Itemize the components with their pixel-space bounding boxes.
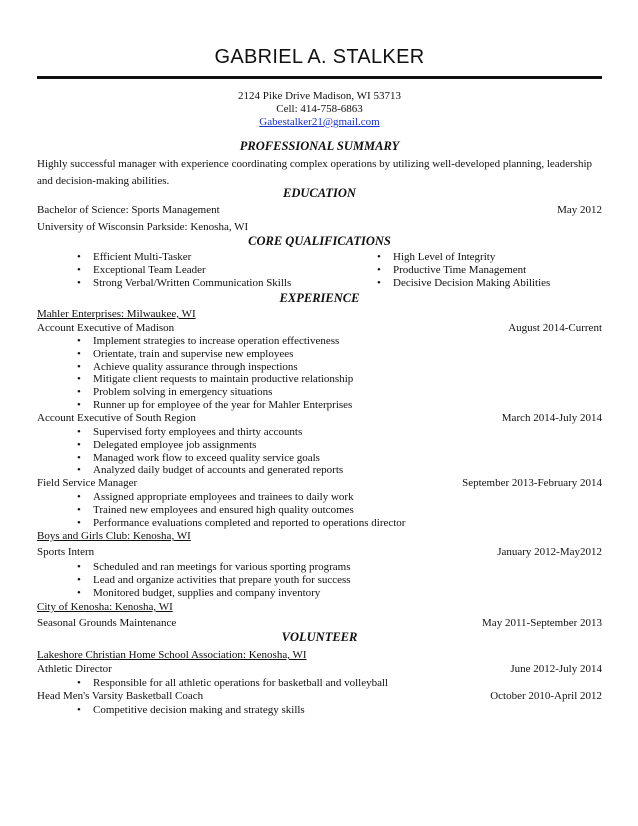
contact-block [37, 90, 602, 129]
qualifications-heading: CORE QUALIFICATIONS [248, 234, 391, 248]
employer-name: City of Kenosha: Kenosha, WI [37, 601, 173, 613]
employer-mahler [37, 308, 602, 322]
list-item: • High Level of Integrity [337, 251, 602, 264]
job2-bullets [37, 426, 602, 477]
job-row [37, 412, 602, 426]
list-item: • Assigned appropriate employees and trainees to daily work [37, 491, 602, 504]
job-title: Account Executive of South Region [37, 412, 196, 424]
job-dates: May 2011-September 2013 [482, 617, 602, 629]
email-link[interactable]: Gabestalker21@gmail.com [259, 116, 380, 128]
job-title: Seasonal Grounds Maintenance [37, 617, 177, 629]
list-item: • Implement strategies to increase operation effectiveness [37, 335, 602, 348]
candidate-name: GABRIEL A. STALKER [214, 46, 425, 68]
degree-date: May 2012 [557, 204, 602, 216]
volunteer-org-row [37, 649, 602, 663]
phone: Cell: 414-758-6863 [276, 103, 363, 115]
experience-heading: EXPERIENCE [279, 291, 360, 305]
list-item: • Productive Time Management [337, 264, 602, 277]
role-dates: June 2012-July 2014 [510, 663, 602, 675]
role2-bullets [37, 704, 602, 717]
job-title: Sports Intern [37, 546, 95, 558]
employer-city-of-kenosha [37, 601, 602, 615]
list-item: • Competitive decision making and strategy skills [37, 704, 602, 717]
job-dates: January 2012-May2012 [497, 546, 602, 558]
list-item: • Trained new employees and ensured high quality outcomes [37, 504, 602, 517]
employer-name: Mahler Enterprises: Milwaukee, WI [37, 308, 196, 320]
job3-bullets [37, 491, 602, 529]
school: University of Wisconsin Parkside: Kenosha, WI [37, 221, 249, 233]
job-row [37, 322, 602, 336]
qualifications-right-list [337, 251, 602, 289]
qualifications-left-list [37, 251, 337, 289]
job-dates: August 2014-Current [508, 322, 602, 334]
role-dates: October 2010-April 2012 [490, 690, 602, 702]
header-rule [37, 76, 602, 79]
list-item: • Monitored budget, supplies and company inventory [37, 587, 602, 600]
list-item: • Scheduled and ran meetings for various sporting programs [37, 561, 602, 574]
job-title: Field Service Manager [37, 477, 138, 489]
job-row [37, 617, 602, 631]
list-item: • Orientate, train and supervise new employees [37, 348, 602, 361]
education-degree-row [37, 204, 602, 218]
education-heading: EDUCATION [283, 186, 356, 200]
list-item: • Delegated employee job assignments [37, 439, 602, 452]
role-title: Head Men's Varsity Basketball Coach [37, 690, 204, 702]
summary-line-2: and decision-making abilities. [37, 175, 170, 187]
list-item: • Problem solving in emergency situations [37, 386, 602, 399]
role1-bullets [37, 677, 602, 690]
volunteer-role-row [37, 663, 602, 677]
volunteer-heading: VOLUNTEER [281, 630, 358, 644]
list-item: • Responsible for all athletic operations for basketball and volleyball [37, 677, 602, 690]
degree: Bachelor of Science: Sports Management [37, 204, 220, 216]
summary-heading: PROFESSIONAL SUMMARY [239, 139, 400, 153]
list-item: • Decisive Decision Making Abilities [337, 277, 602, 290]
summary-line-1: Highly successful manager with experience coordinating complex operations by utilizing well-developed planning, leadership [37, 158, 593, 170]
volunteer-role-row [37, 690, 602, 704]
list-item: • Mitigate client requests to maintain productive relationship [37, 373, 602, 386]
job-dates: September 2013-February 2014 [462, 477, 602, 489]
job-row [37, 477, 602, 491]
volunteer-org: Lakeshore Christian Home School Association: Kenosha, WI [37, 649, 307, 661]
employer-boys-girls-club [37, 530, 602, 544]
list-item: • Strong Verbal/Written Communication Skills [37, 277, 337, 290]
job1-bullets [37, 335, 602, 412]
list-item: • Lead and organize activities that prepare youth for success [37, 574, 602, 587]
job-row [37, 546, 602, 560]
job-dates: March 2014-July 2014 [501, 412, 602, 424]
role-title: Athletic Director [37, 663, 112, 675]
list-item: • Performance evaluations completed and reported to operations director [37, 517, 602, 530]
list-item: • Managed work flow to exceed quality service goals [37, 452, 602, 465]
job4-bullets [37, 561, 602, 599]
list-item: • Analyzed daily budget of accounts and generated reports [37, 464, 602, 477]
job-title: Account Executive of Madison [37, 322, 175, 334]
list-item: • Runner up for employee of the year for Mahler Enterprises [37, 399, 602, 412]
list-item: • Exceptional Team Leader [37, 264, 337, 277]
list-item: • Achieve quality assurance through inspections [37, 361, 602, 374]
education-school-row [37, 221, 602, 235]
list-item: • Supervised forty employees and thirty accounts [37, 426, 602, 439]
list-item: • Efficient Multi-Tasker [37, 251, 337, 264]
employer-name: Boys and Girls Club: Kenosha, WI [37, 530, 191, 542]
address: 2124 Pike Drive Madison, WI 53713 [238, 90, 401, 102]
